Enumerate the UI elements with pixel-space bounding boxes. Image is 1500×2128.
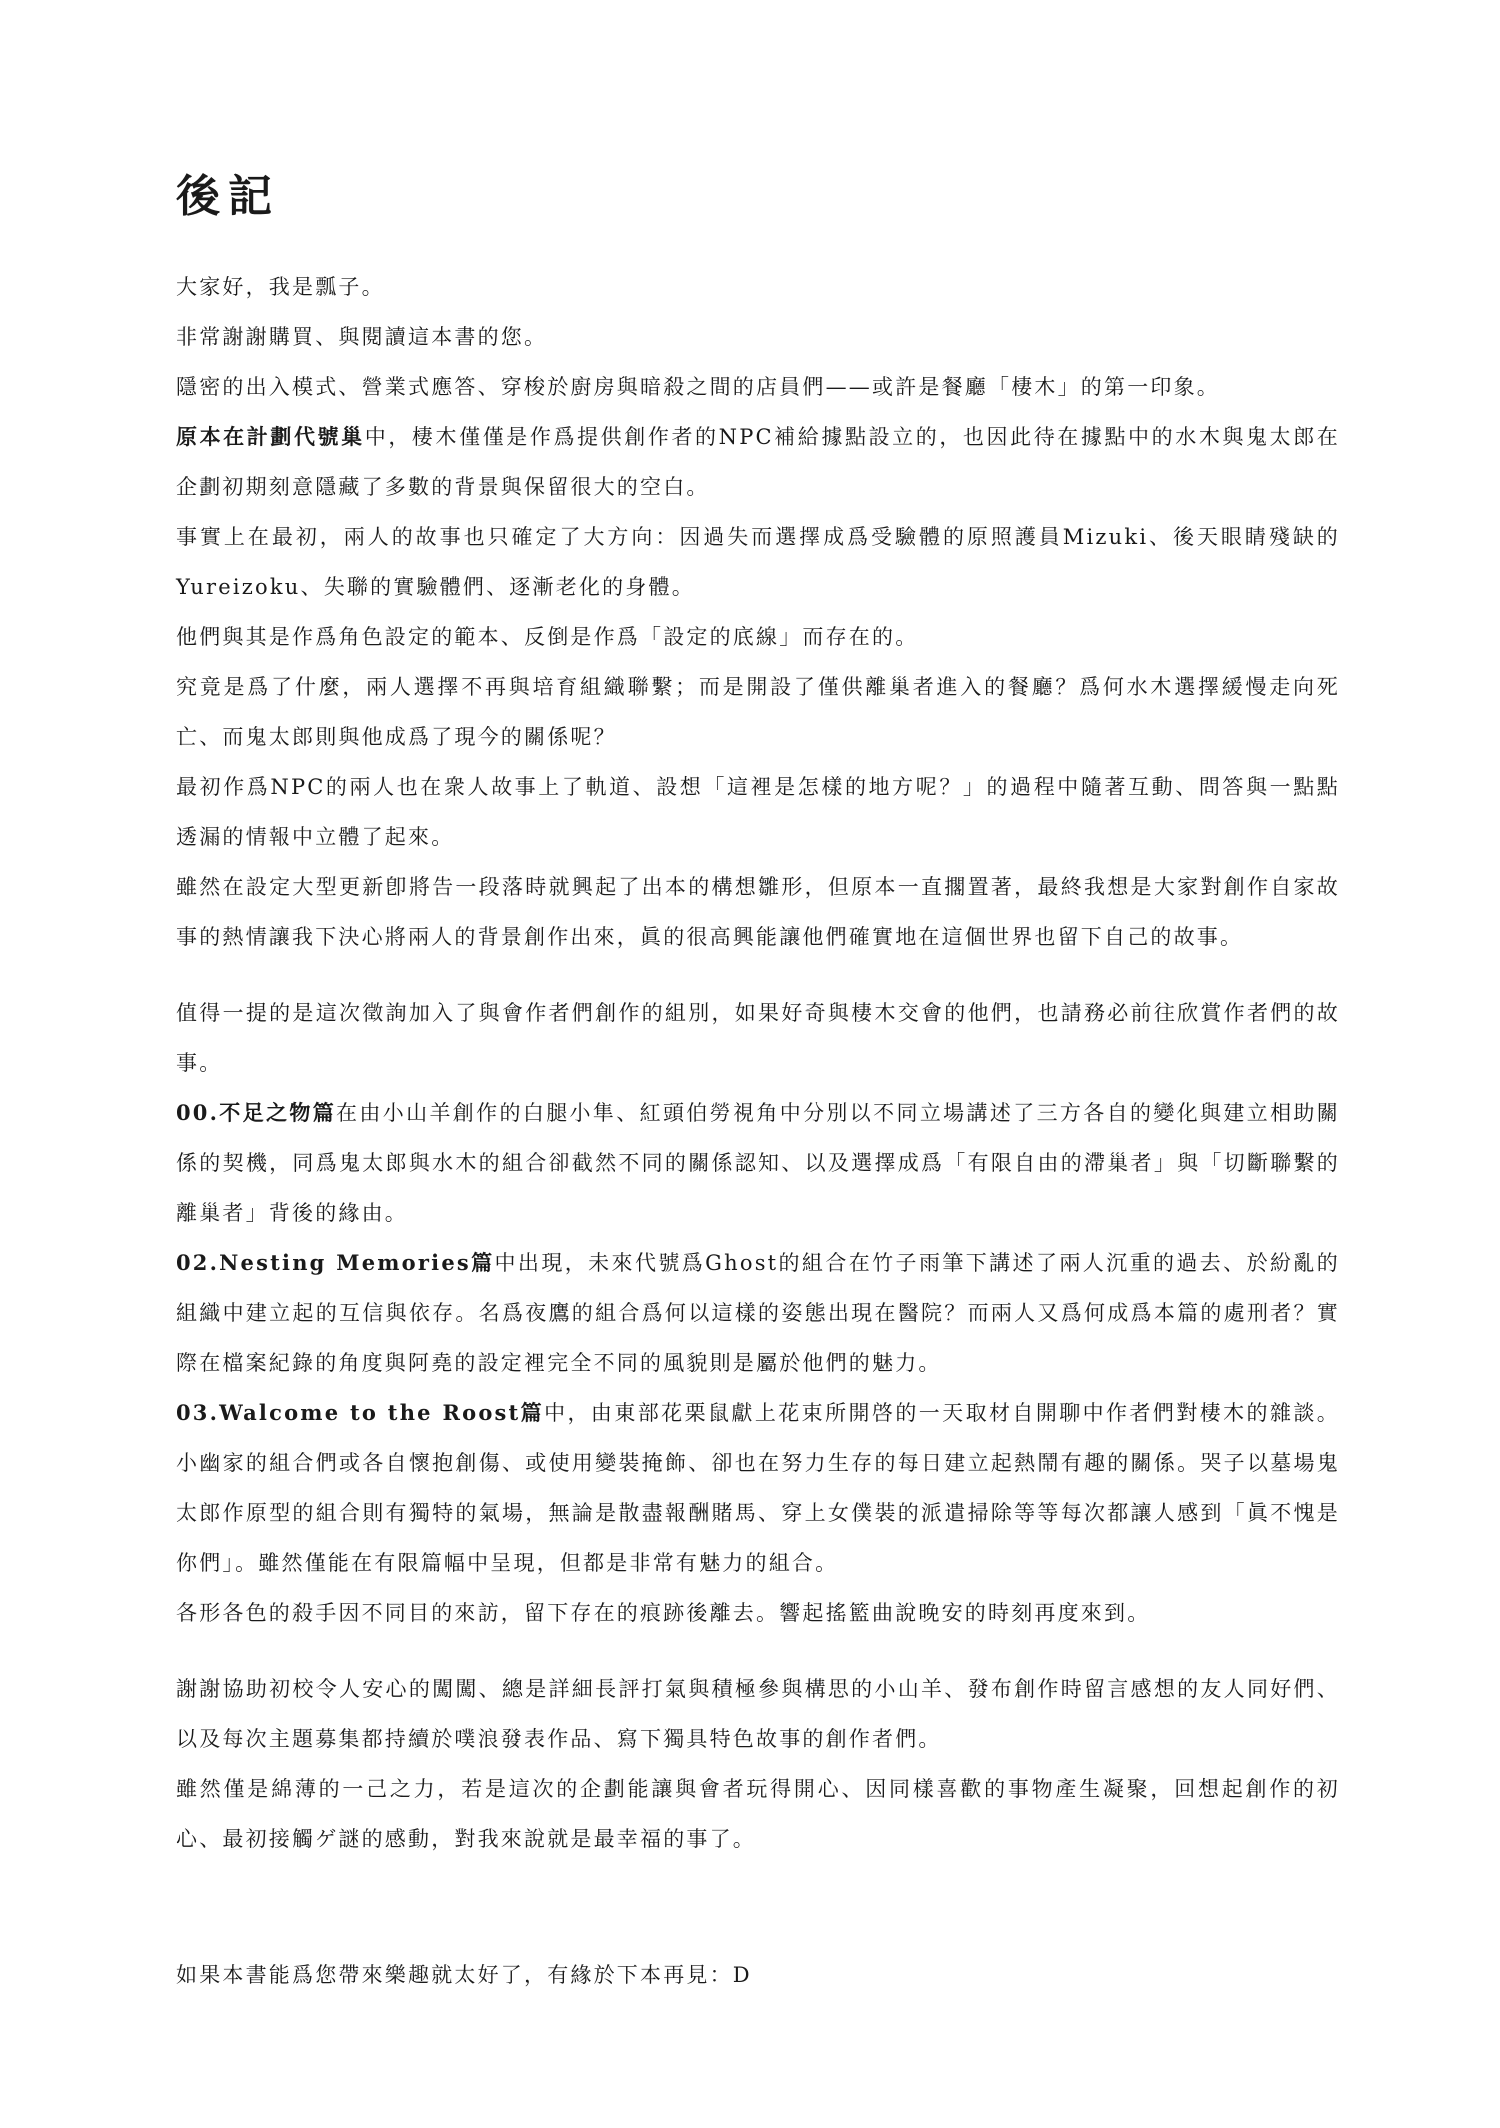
paragraph: 各形各色的殺手因不同目的來訪，留下存在的痕跡後離去。響起搖籃曲說晚安的時刻再度來到。 xyxy=(176,1601,1151,1625)
project-name: 原本在 xyxy=(176,424,247,449)
paragraph-text: 中，由東部花栗鼠獻上花束所開啓的一天取材自開聊中作者們對棲木的雜談。小幽家的組合們或各自懷抱創傷、或使用變裝掩飾、卻也在努力生存的每日建立起熱鬧有趣的關係。哭子以墓場鬼太郎作原型的組合則有獨特的氣場，無論是散盡報酬賭馬、穿上女僕裝的派遣掃除等等每次都讓人感到「眞不愧是你們」。雖然僅能在有限篇幅中呈現，但都是非常有魅力的組合。 xyxy=(176,1401,1341,1575)
paragraph: 最初作爲NPC的兩人也在衆人故事上了軌道、設想「這裡是怎樣的地方呢？」的過程中隨著互動、問答與一點點透漏的情報中立體了起來。 xyxy=(176,775,1340,849)
paragraph xyxy=(176,412,1340,512)
paragraph xyxy=(176,1238,1340,1388)
closing-line: 如果本書能爲您帶來樂趣就太好了，有緣於下本再見：D xyxy=(176,1963,752,1987)
story-title-02: 02.Nesting Memories篇 xyxy=(176,1250,495,1275)
paragraph: 謝謝協助初校令人安心的闖闖、總是詳細長評打氣與積極參與構思的小山羊、發布創作時留言感想的友人同好們、以及每次主題募集都持續於噗浪發表作品、寫下獨具特色故事的創作者們。 xyxy=(176,1677,1340,1751)
section-gap xyxy=(176,1638,1340,1664)
paragraph-text: 在由小山羊創作的白腿小隼、紅頭伯勞視角中分別以不同立場講述了三方各自的變化與建立相助關係的契機，同爲鬼太郎與水木的組合卻截然不同的關係認知、以及選擇成爲「有限自由的滯巢者」與「切斷聯繫的離巢者」背後的緣由。 xyxy=(176,1101,1340,1225)
paragraph: 非常謝謝購買、與閱讀這本書的您。 xyxy=(176,325,548,349)
story-title-00: 00.不足之物篇 xyxy=(176,1100,337,1125)
paragraph: 雖然在設定大型更新卽將告一段落時就興起了出本的構想雛形，但原本一直擱置著，最終我想是大家對創作自家故事的熱情讓我下決心將兩人的背景創作出來，眞的很高興能讓他們確實地在這個世界也留下自己的故事。 xyxy=(176,875,1340,949)
paragraph: 他們與其是作爲角色設定的範本、反倒是作爲「設定的底線」而存在的。 xyxy=(176,625,919,649)
paragraph: 大家好，我是瓢子。 xyxy=(176,275,385,299)
section-gap xyxy=(176,1864,1340,1950)
paragraph: 雖然僅是綿薄的一己之力，若是這次的企劃能讓與會者玩得開心、因同樣喜歡的事物產生凝聚，回想起創作的初心、最初接觸ゲ謎的感動，對我來說就是最幸福的事了。 xyxy=(176,1777,1340,1851)
paragraph-text: 中出現，未來代號爲Ghost的組合在竹子雨筆下講述了兩人沉重的過去、於紛亂的組織中建立起的互信與依存。名爲夜鷹的組合爲何以這樣的姿態出現在醫院？而兩人又爲何成爲本篇的處刑者？實際在檔案紀錄的角度與阿堯的設定裡完全不同的風貌則是屬於他們的魅力。 xyxy=(176,1251,1340,1375)
paragraph: 值得一提的是這次徵詢加入了與會作者們創作的組別，如果好奇與棲木交會的他們，也請務必前往欣賞作者們的故事。 xyxy=(176,1001,1340,1075)
paragraph: 事實上在最初，兩人的故事也只確定了大方向：因過失而選擇成爲受驗體的原照護員Mizuki、後天眼睛殘缺的Yureizoku、失聯的實驗體們、逐漸老化的身體。 xyxy=(176,525,1340,599)
story-title-03: 03.Walcome to the Roost篇 xyxy=(176,1400,545,1425)
paragraph-text: 中，棲木僅僅是作爲提供創作者的NPC補給據點設立的，也因此待在據點中的水木與鬼太郎在企劃初期刻意隱藏了多數的背景與保留很大的空白。 xyxy=(176,425,1340,499)
paragraph: 隱密的出入模式、營業式應答、穿梭於廚房與暗殺之間的店員們——或許是餐廳「棲木」的第一印象。 xyxy=(176,375,1220,399)
paragraph: 究竟是爲了什麼，兩人選擇不再與培育組織聯繫；而是開設了僅供離巢者進入的餐廳？爲何水木選擇緩慢走向死亡、而鬼太郎則與他成爲了現今的關係呢？ xyxy=(176,675,1340,749)
paragraph xyxy=(176,1088,1340,1238)
project-name-bold: 計劃代號巢 xyxy=(246,424,365,449)
section-gap xyxy=(176,962,1340,988)
paragraph xyxy=(176,1388,1340,1588)
page-title: 後記 xyxy=(176,171,280,222)
